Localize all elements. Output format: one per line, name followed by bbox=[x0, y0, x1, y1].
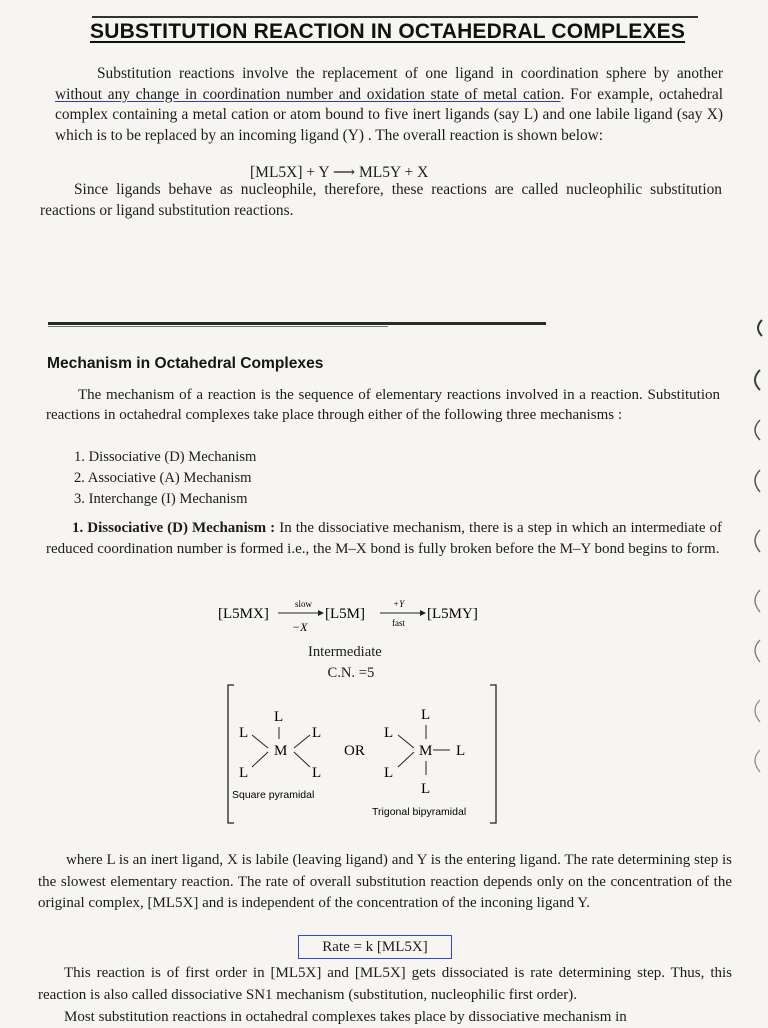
tbp-metal: M bbox=[419, 743, 433, 759]
list-item: 2. Associative (A) Mechanism bbox=[74, 470, 252, 486]
tbp-bond-ul bbox=[398, 735, 414, 748]
sp-ligand-ur: L bbox=[312, 725, 322, 741]
rate-law-box: Rate = k [ML5X] bbox=[298, 935, 452, 959]
sp-ligand-ll: L bbox=[239, 765, 249, 781]
coordination-number-label: C.N. =5 bbox=[327, 665, 375, 681]
left-bracket bbox=[228, 685, 234, 823]
title-top-rule bbox=[92, 16, 698, 18]
scheme-plus-y: +Y bbox=[393, 599, 405, 609]
sp-bond-ur bbox=[294, 735, 310, 748]
rate-paragraph bbox=[38, 850, 732, 915]
reaction-scheme bbox=[218, 598, 518, 638]
page-title: SUBSTITUTION REACTION IN OCTAHEDRAL COMPLEXES bbox=[90, 20, 686, 43]
scheme-product: [L5MY] bbox=[427, 606, 478, 622]
sp-metal: M bbox=[274, 743, 288, 759]
scheme-minus-x: −X bbox=[292, 620, 308, 634]
intermediate-structures bbox=[222, 683, 512, 828]
dissociative-text: In the dissociative mechanism, there is a step in which an intermediate of reduced coordination number is formed i.e., the M–X bond is fully broken before the M–Y bond begins to form. bbox=[46, 520, 723, 557]
scheme-arrowhead-1 bbox=[318, 610, 324, 616]
overall-equation: [ML5X] + Y ⟶ ML5Y + X bbox=[250, 164, 429, 181]
closing-paragraph bbox=[38, 1006, 732, 1028]
sp-ligand-top: L bbox=[274, 709, 284, 725]
tbp-ligand-ll: L bbox=[384, 765, 394, 781]
sp-ligand-ul: L bbox=[239, 725, 249, 741]
section-heading: Mechanism in Octahedral Complexes bbox=[47, 355, 324, 372]
scheme-arrowhead-2 bbox=[420, 610, 426, 616]
sp-ligand-lr: L bbox=[312, 765, 322, 781]
scheme-intermediate: [L5M] bbox=[325, 606, 365, 622]
intro-paragraph bbox=[55, 64, 723, 146]
nucleophile-paragraph bbox=[40, 180, 722, 221]
square-pyramidal-label: Square pyramidal bbox=[232, 789, 315, 801]
or-label: OR bbox=[344, 743, 365, 759]
tbp-bond-ll bbox=[398, 752, 414, 767]
sp-bond-ul bbox=[252, 735, 268, 748]
dissociative-lead: 1. Dissociative (D) Mechanism : bbox=[72, 520, 276, 536]
scheme-reactant: [L5MX] bbox=[218, 606, 269, 622]
sp-bond-ll bbox=[252, 752, 268, 767]
intermediate-block bbox=[308, 642, 382, 684]
tbp-ligand-top: L bbox=[421, 707, 431, 723]
closing-text: Most substitution reactions in octahedral complexes takes place by dissociative mechanism in bbox=[64, 1009, 627, 1025]
rate-text: where L is an inert ligand, X is labile (leaving ligand) and Y is the entering ligand. The rate determining step is the slowest elementary reaction. The rate of overall substitution reaction depends only on the concentration of the original complex, [ML5X] and is independent of the concentration of the inconing ligand Y. bbox=[38, 852, 732, 911]
first-order-text: This reaction is of first order in [ML5X] and [ML5X] gets dissociated is rate determining step. Thus, this reaction is also called dissociative SN1 mechanism (substitution, nucleophilic first order). bbox=[38, 965, 732, 1003]
dissociative-paragraph bbox=[46, 518, 722, 560]
binding-edge-marks bbox=[742, 310, 768, 830]
intro-text-a: Substitution reactions involve the replacement of one ligand in coordination sphere by another bbox=[97, 65, 723, 82]
right-bracket bbox=[490, 685, 496, 823]
mechanism-text: The mechanism of a reaction is the sequence of elementary reactions involved in a reaction. Substitution reactions in octahedral complexes take place through either of the following three mechanisms : bbox=[46, 387, 720, 423]
list-item: 1. Dissociative (D) Mechanism bbox=[74, 449, 257, 465]
tbp-ligand-right: L bbox=[456, 743, 466, 759]
intermediate-label: Intermediate bbox=[308, 644, 382, 660]
section-divider-thin bbox=[48, 326, 388, 327]
tbp-ligand-ul: L bbox=[384, 725, 394, 741]
section-divider bbox=[48, 322, 546, 325]
scheme-slow: slow bbox=[295, 599, 313, 609]
tbp-ligand-bottom: L bbox=[421, 781, 431, 797]
mechanism-list bbox=[74, 447, 256, 510]
scheme-fast: fast bbox=[392, 618, 405, 628]
mechanism-paragraph bbox=[46, 385, 720, 425]
intro-highlighted-text: without any change in coordination number and oxidation state of metal cation bbox=[55, 85, 561, 103]
nucleophile-text: Since ligands behave as nucleophile, therefore, these reactions are called nucleophilic substitution reactions or ligand substitution reactions. bbox=[40, 181, 722, 219]
first-order-paragraph bbox=[38, 962, 732, 1006]
intro-text-c: . For example, octahedral complex containing a metal cation or atom bound to five inert ligands (say L) and one labile ligand (say X) which is to be replaced by an incoming ligand (Y) . The overall reaction is shown below: bbox=[55, 85, 723, 144]
sp-bond-lr bbox=[294, 752, 310, 767]
trigonal-bipyramidal-label: Trigonal bipyramidal bbox=[372, 806, 467, 818]
list-item: 3. Interchange (I) Mechanism bbox=[74, 491, 248, 507]
